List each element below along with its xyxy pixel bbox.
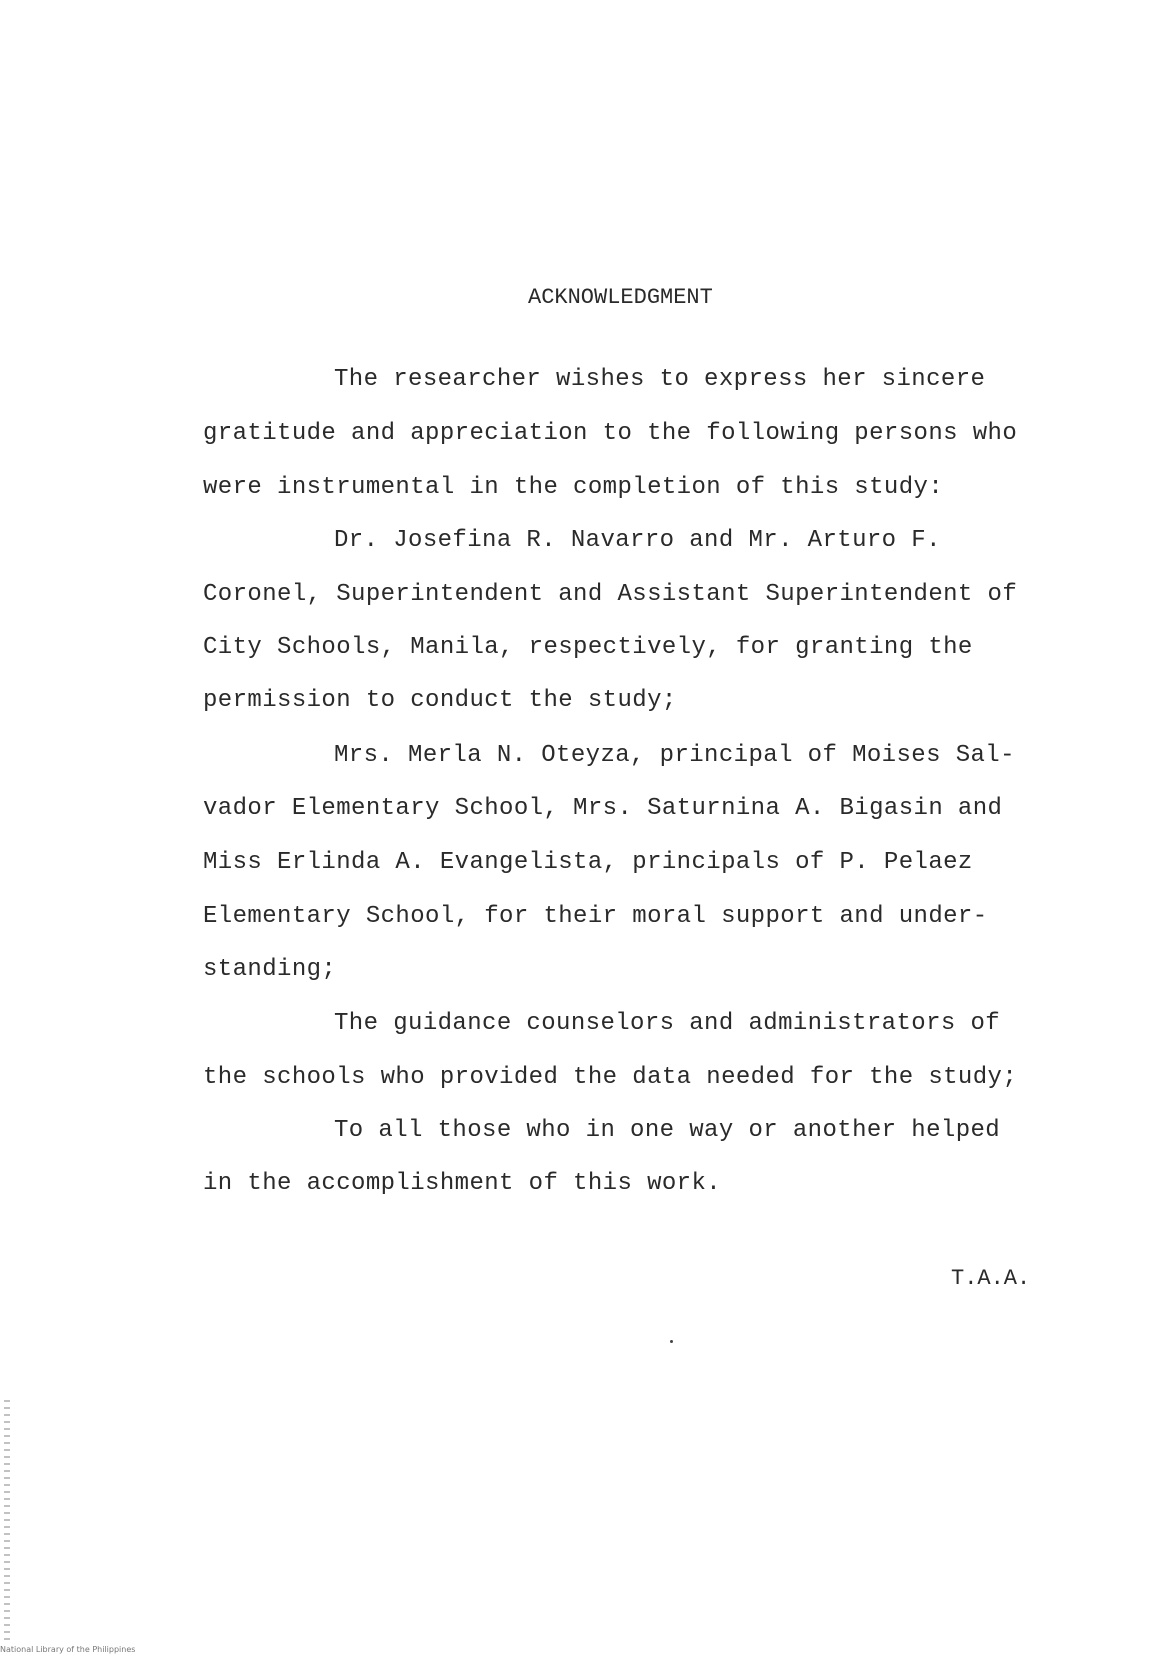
scan-margin-artifact	[4, 1400, 10, 1640]
paragraph-line: in the accomplishment of this work.	[203, 1170, 722, 1197]
paragraph-line: standing;	[203, 956, 337, 983]
paragraph-line: Mrs. Merla N. Oteyza, principal of Moises Sal-	[334, 742, 1015, 769]
paragraph-line: City Schools, Manila, respectively, for granting the	[203, 634, 973, 661]
page-title: ACKNOWLEDGMENT	[528, 285, 713, 310]
paragraph-line: To all those who in one way or another helped	[334, 1117, 1001, 1144]
paragraph-line: Coronel, Superintendent and Assistant Superintendent of	[203, 581, 1018, 608]
paragraph-line: permission to conduct the study;	[203, 687, 677, 714]
paragraph-line: vador Elementary School, Mrs. Saturnina A. Bigasin and	[203, 795, 1003, 822]
paragraph-line: The researcher wishes to express her sincere	[334, 366, 986, 393]
signature-initials: T.A.A.	[951, 1266, 1031, 1291]
stray-mark	[670, 1340, 673, 1343]
paragraph-line: gratitude and appreciation to the following persons who	[203, 420, 1018, 447]
paragraph-line: The guidance counselors and administrators of	[334, 1010, 1001, 1037]
scan-footer: National Library of the Philippines	[0, 1645, 136, 1654]
paragraph-line: were instrumental in the completion of this study:	[203, 474, 944, 501]
paragraph-line: Dr. Josefina R. Navarro and Mr. Arturo F.	[334, 527, 941, 554]
paragraph-line: the schools who provided the data needed for the study;	[203, 1064, 1018, 1091]
paragraph-line: Miss Erlinda A. Evangelista, principals of P. Pelaez	[203, 849, 973, 876]
paragraph-line: Elementary School, for their moral support and under-	[203, 903, 988, 930]
